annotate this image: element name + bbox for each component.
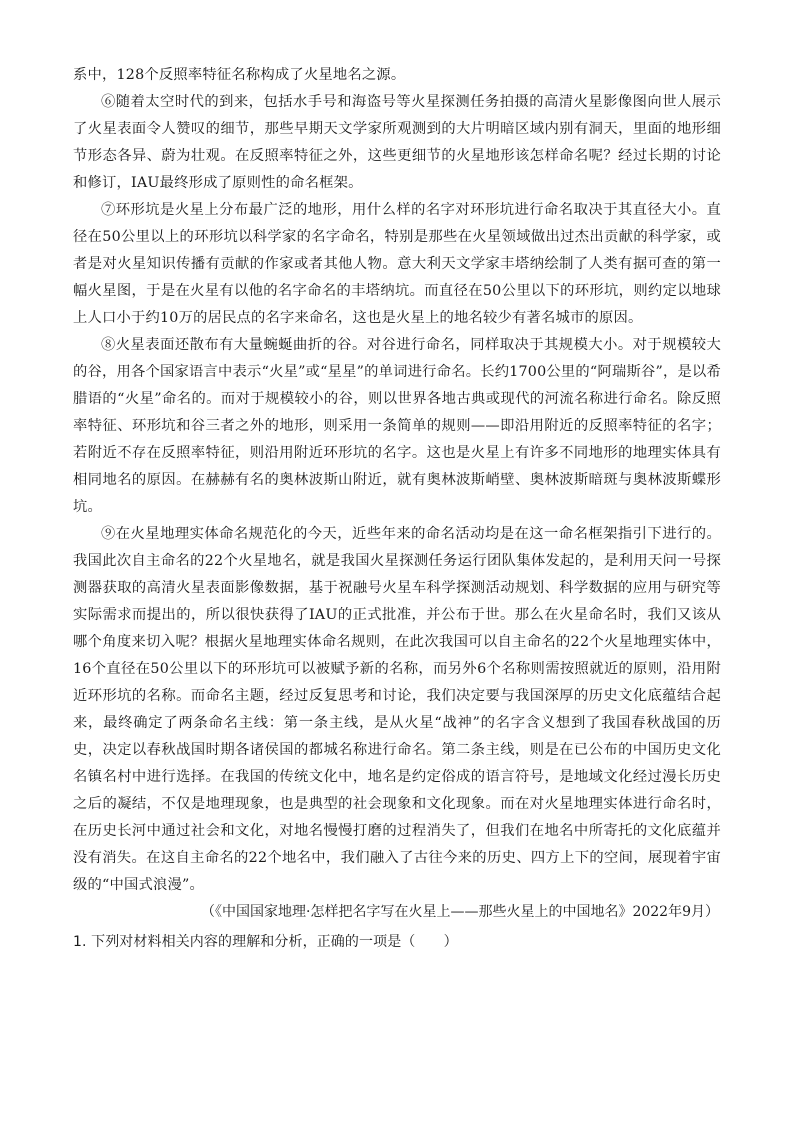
document-page: [73, 62, 721, 956]
paragraph-7: ⑦环形坑是火星上分布最广泛的地形，用什么样的名字对环形坑进行命名取决于其直径大小。直径在50公里以上的环形坑以科学家的名字命名，特别是那些在火星领域做出过杰出贡献的科学家，或者是对火星知识传播有贡献的作家或者其他人物。意大利天文学家丰塔纳绘制了人类有据可查的第一幅火星图，于是在火星有以他的名字命名的丰塔纳坑。而直径在50公里以下的环形坑，则约定以地球上人口小于约10万的居民点的名字来命名，这也是火星上的地名较少有著名城市的原因。: [73, 202, 721, 326]
paragraph-9: ⑨在火星地理实体命名规范化的今天，近些年来的命名活动均是在这一命名框架指引下进行的。我国此次自主命名的22个火星地名，就是我国火星探测任务运行团队集体发起的，是利用天问一号探测器获取的高清火星表面影像数据，基于祝融号火星车科学探测活动规划、科学数据的应用与研究等实际需求而提出的，所以很快获得了IAU的正式批准，并公布于世。那么在火星命名时，我们又该从哪个角度来切入呢？根据火星地理实体命名规则，在此次我国可以自主命名的22个火星地理实体中，16个直径在50公里以下的环形坑可以被赋予新的名称，而另外6个名称则需按照就近的原则，沿用附近环形坑的名称。而命名主题，经过反复思考和讨论，我们决定要与我国深厚的历史文化底蕴结合起来，最终确定了两条命名主线：第一条主线，是从火星“战神”的名字含义想到了我国春秋战国的历史，决定以春秋战国时期各诸侯国的都城名称进行命名。第二条主线，则是在已公布的中国历史文化名镇名村中进行选择。在我国的传统文化中，地名是约定俗成的语言符号，是地域文化经过漫长历史之后的凝结，不仅是地理现象，也是典型的社会现象和文化现象。而在对火星地理实体进行命名时，在历史长河中通过社会和文化，对地名慢慢打磨的过程消失了，但我们在地名中所寄托的文化底蕴并没有消失。在这自主命名的22个地名中，我们融入了古往今来的历史、四方上下的空间，展现着宇宙级的“中国式浪漫”。: [73, 526, 721, 893]
paragraph-8: ⑧火星表面还散布有大量蜿蜒曲折的谷。对谷进行命名，同样取决于其规模大小。对于规模较大的谷，用各个国家语言中表示“火星”或“星星”的单词进行命名。长约1700公里的“阿瑞斯谷”，是以希腊语的“火星”命名的。而对于规模较小的谷，则以世界各地古典或现代的河流名称进行命名。除反照率特征、环形坑和谷三者之外的地形，则采用一条简单的规则——即沿用附近的反照率特征的名字；若附近不存在反照率特征，则沿用附近环形坑的名字。这也是火星上有许多不同地形的地理实体具有相同地名的原因。在赫赫有名的奥林波斯山附近，就有奥林波斯峭壁、奥林波斯暗斑与奥林波斯蝶形坑。: [73, 337, 721, 515]
paragraph-continuation: 系中，128个反照率特征名称构成了火星地名之源。: [73, 67, 406, 83]
source-citation: （《中国国家地理·怎样把名字写在火星上——那些火星上的中国地名》2022年9月）: [201, 904, 719, 920]
paragraph-6: ⑥随着太空时代的到来，包括水手号和海盗号等火星探测任务拍摄的高清火星影像图向世人展示了火星表面令人赞叹的细节，那些早期天文学家所观测到的大片明暗区域内别有洞天，里面的地形细节形态各异、蔚为壮观。在反照率特征之外，这些更细节的火星地形该怎样命名呢？经过长期的讨论和修订，IAU最终形成了原则性的命名框架。: [73, 94, 721, 191]
question-1: 1. 下列对材料相关内容的理解和分析，正确的一项是（ ）: [73, 934, 458, 950]
